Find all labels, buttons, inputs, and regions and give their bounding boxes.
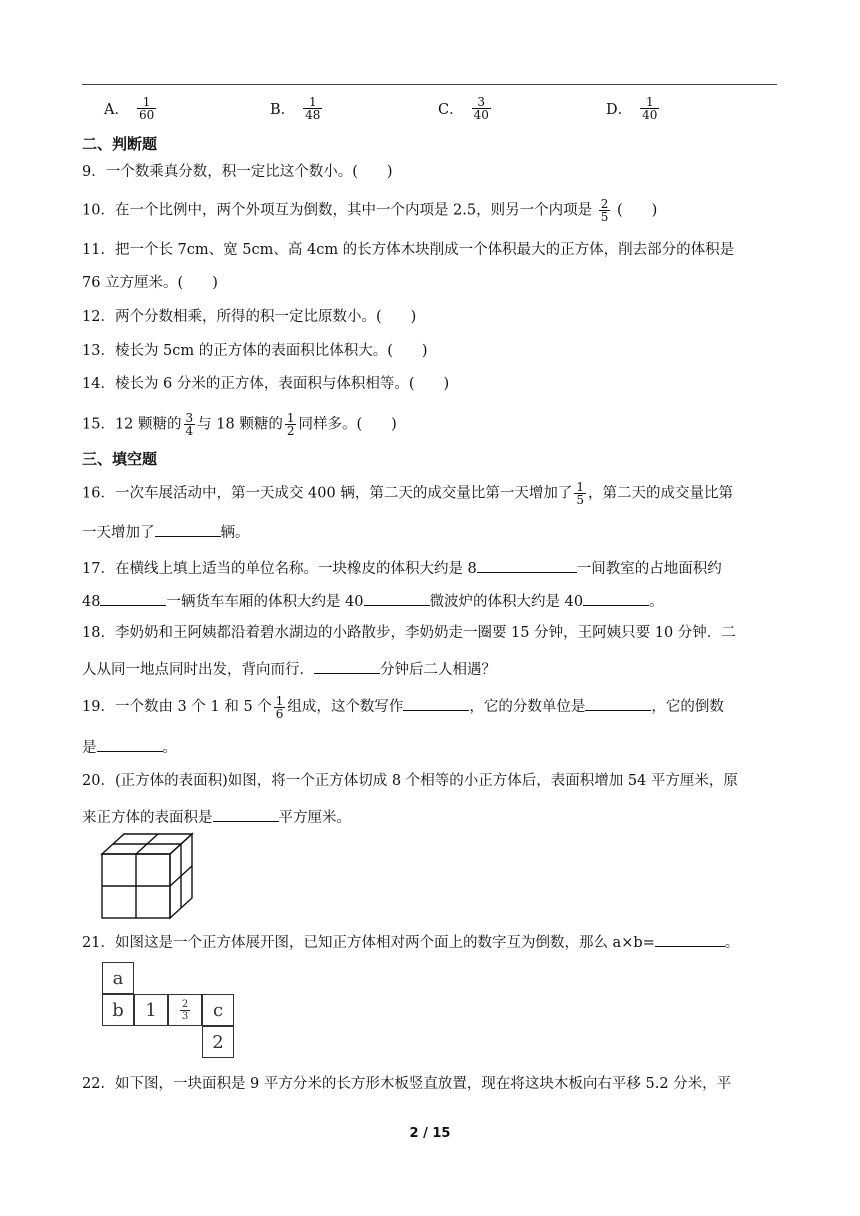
top-rule bbox=[82, 84, 777, 85]
answer-blank[interactable] bbox=[155, 520, 221, 537]
question-17-line1: 17．在横线上填上适当的单位名称。一块橡皮的体积大约是 8 一间教室的占地面积约 bbox=[82, 556, 722, 579]
answer-blank[interactable] bbox=[655, 930, 725, 947]
question-18-line1: 18．李奶奶和王阿姨都沿着碧水湖边的小路散步，李奶奶走一圈要 15 分钟，王阿姨只要 10 分钟．二 bbox=[82, 625, 736, 641]
option-c-fraction: $\frac{3}{40}$ bbox=[473, 95, 489, 122]
question-20-line1: 20．(正方体的表面积)如图，将一个正方体切成 8 个相等的小正方体后，表面积增加 54 平方厘米，原 bbox=[82, 773, 738, 789]
option-c-label: C． bbox=[438, 102, 464, 118]
option-b[interactable] bbox=[270, 96, 324, 121]
net-cell-fraction: $\frac{2}{3}$ bbox=[168, 994, 202, 1026]
answer-blank[interactable] bbox=[314, 657, 380, 674]
answer-blank[interactable] bbox=[583, 589, 649, 606]
question-14: 14．棱长为 6 分米的正方体，表面积与体积相等。( ) bbox=[82, 376, 450, 392]
question-11-line2: 76 立方厘米。( ) bbox=[82, 275, 218, 291]
question-19-line2: 是 。 bbox=[82, 735, 177, 758]
section-2-title: 二、判断题 bbox=[82, 135, 158, 153]
question-9: 9．一个数乘真分数，积一定比这个数小。( ) bbox=[82, 164, 393, 180]
question-21: 21．如图这是一个正方体展开图，已知正方体相对两个面上的数字互为倒数，那么 a×b= 。 bbox=[82, 930, 739, 953]
question-12: 12．两个分数相乘，所得的积一定比原数小。( ) bbox=[82, 309, 417, 325]
answer-blank[interactable] bbox=[364, 589, 430, 606]
q15-fraction-2: $\frac{1}{2}$ bbox=[286, 411, 295, 438]
cube-diagram bbox=[100, 832, 196, 920]
question-16-line2: 一天增加了 辆。 bbox=[82, 520, 250, 543]
answer-blank[interactable] bbox=[585, 694, 651, 711]
q15-fraction-1: $\frac{3}{4}$ bbox=[185, 411, 194, 438]
answer-blank[interactable] bbox=[100, 589, 166, 606]
option-b-label: B． bbox=[270, 102, 296, 118]
question-18-line2: 人从同一地点同时出发，背向而行． 分钟后二人相遇？ bbox=[82, 657, 496, 680]
question-17-line2: 48 一辆货车车厢的体积大约是 40 微波炉的体积大约是 40 。 bbox=[82, 589, 664, 612]
option-d[interactable] bbox=[606, 96, 661, 121]
q19-fraction: $\frac{1}{6}$ bbox=[275, 693, 284, 721]
q16-fraction: $\frac{1}{5}$ bbox=[576, 480, 584, 507]
cube-net-diagram bbox=[102, 962, 234, 1058]
question-10: 10．在一个比例中，两个外项互为倒数，其中一个内项是 2.5，则另一个内项是 $\frac{2}{5}$ ( ) bbox=[82, 197, 658, 224]
answer-blank[interactable] bbox=[97, 735, 163, 752]
option-a-fraction: $\frac{1}{60}$ bbox=[138, 95, 155, 122]
question-15: 15．12 颗糖的 $\frac{3}{4}$ 与 18 颗糖的 $\frac{1}{2}$ 同样多。( ) bbox=[82, 411, 397, 438]
option-d-label: D． bbox=[606, 102, 633, 118]
option-c[interactable] bbox=[438, 96, 493, 121]
net-cell-b: b bbox=[102, 994, 134, 1026]
question-13: 13．棱长为 5cm 的正方体的表面积比体积大。( ) bbox=[82, 343, 428, 359]
answer-blank[interactable] bbox=[213, 805, 279, 822]
net-cell-2: 2 bbox=[202, 1026, 234, 1058]
question-16-line1: 16．一次车展活动中，第一天成交 400 辆，第二天的成交量比第一天增加了 $\frac{1}{5}$ ，第二天的成交量比第 bbox=[82, 480, 733, 507]
q10-fraction: $\frac{2}{5}$ bbox=[600, 197, 609, 224]
answer-blank[interactable] bbox=[403, 694, 469, 711]
net-cell-c: c bbox=[202, 994, 234, 1026]
option-a-label: A． bbox=[104, 102, 129, 118]
option-d-fraction: $\frac{1}{40}$ bbox=[642, 95, 658, 122]
page-number: 2 / 15 bbox=[409, 1126, 451, 1141]
question-20-line2: 来正方体的表面积是 平方厘米。 bbox=[82, 805, 351, 828]
question-19-line1: 19．一个数由 3 个 1 和 5 个 $\frac{1}{6}$ 组成，这个数写作 ，它的分数单位是 ，它的倒数 bbox=[82, 693, 724, 721]
section-3-title: 三、填空题 bbox=[82, 450, 158, 468]
net-cell-1: 1 bbox=[134, 994, 168, 1026]
option-b-fraction: $\frac{1}{48}$ bbox=[305, 95, 321, 122]
net-cell-a: a bbox=[102, 962, 134, 994]
option-a[interactable] bbox=[104, 96, 158, 121]
answer-blank[interactable] bbox=[477, 556, 577, 573]
question-22: 22．如下图，一块面积是 9 平方分米的长方形木板竖直放置，现在将这块木板向右平移 5.2 分米，平 bbox=[82, 1076, 732, 1092]
question-11-line1: 11．把一个长 7cm、宽 5cm、高 4cm 的长方体木块削成一个体积最大的正方体，削去部分的体积是 bbox=[82, 242, 735, 258]
